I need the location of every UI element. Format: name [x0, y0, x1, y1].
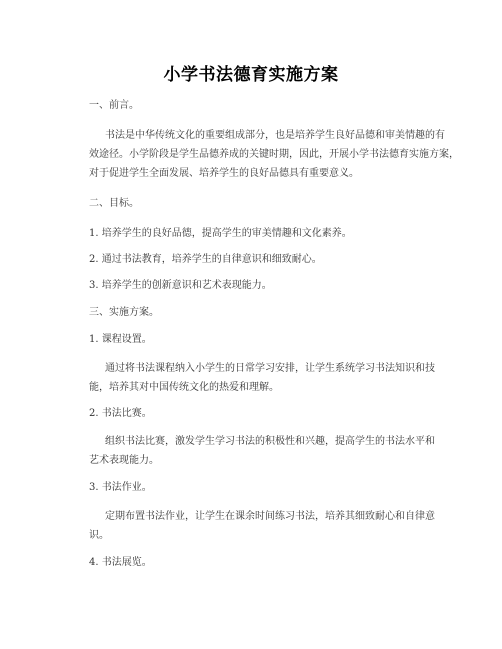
list-item: 1. 培养学生的良好品德，提高学生的审美情趣和文化素养。 [89, 228, 352, 239]
subsection-heading: 2. 书法比赛。 [89, 408, 152, 419]
section-heading-goal: 二、目标。 [89, 198, 139, 209]
paragraph-line: 通过将书法课程纳入小学生的日常学习安排，让学生系统学习书法知识和技 [105, 363, 435, 374]
list-item: 2. 通过书法教育，培养学生的自律意识和细致耐心。 [89, 254, 322, 265]
subsection-heading: 4. 书法展览。 [89, 557, 152, 568]
subsection-heading: 3. 书法作业。 [89, 482, 152, 493]
paragraph-line: 能，培养其对中国传统文化的热爱和理解。 [89, 382, 279, 393]
paragraph-line: 识。 [89, 530, 109, 541]
paragraph-line: 对于促进学生全面发展、培养学生的良好品德具有重要意义。 [89, 168, 359, 179]
section-heading-plan: 三、实施方案。 [89, 307, 159, 318]
paragraph-line: 定期布置书法作业，让学生在课余时间练习书法，培养其细致耐心和自律意 [105, 511, 435, 522]
paragraph-line: 书法是中华传统文化的重要组成部分，也是培养学生良好品德和审美情趣的有 [105, 130, 445, 141]
paragraph-line: 艺术表现能力。 [89, 455, 159, 466]
list-item: 3. 培养学生的创新意识和艺术表现能力。 [89, 280, 272, 291]
paragraph-line: 组织书法比赛，激发学生学习书法的积极性和兴趣，提高学生的书法水平和 [105, 436, 435, 447]
document-title: 小学书法德育实施方案 [163, 65, 339, 85]
subsection-heading: 1. 课程设置。 [89, 334, 152, 345]
section-heading-intro: 一、前言。 [89, 100, 139, 111]
paragraph-line: 效途径。小学阶段是学生品德养成的关键时期，因此，开展小学书法德育实施方案， [89, 149, 459, 160]
